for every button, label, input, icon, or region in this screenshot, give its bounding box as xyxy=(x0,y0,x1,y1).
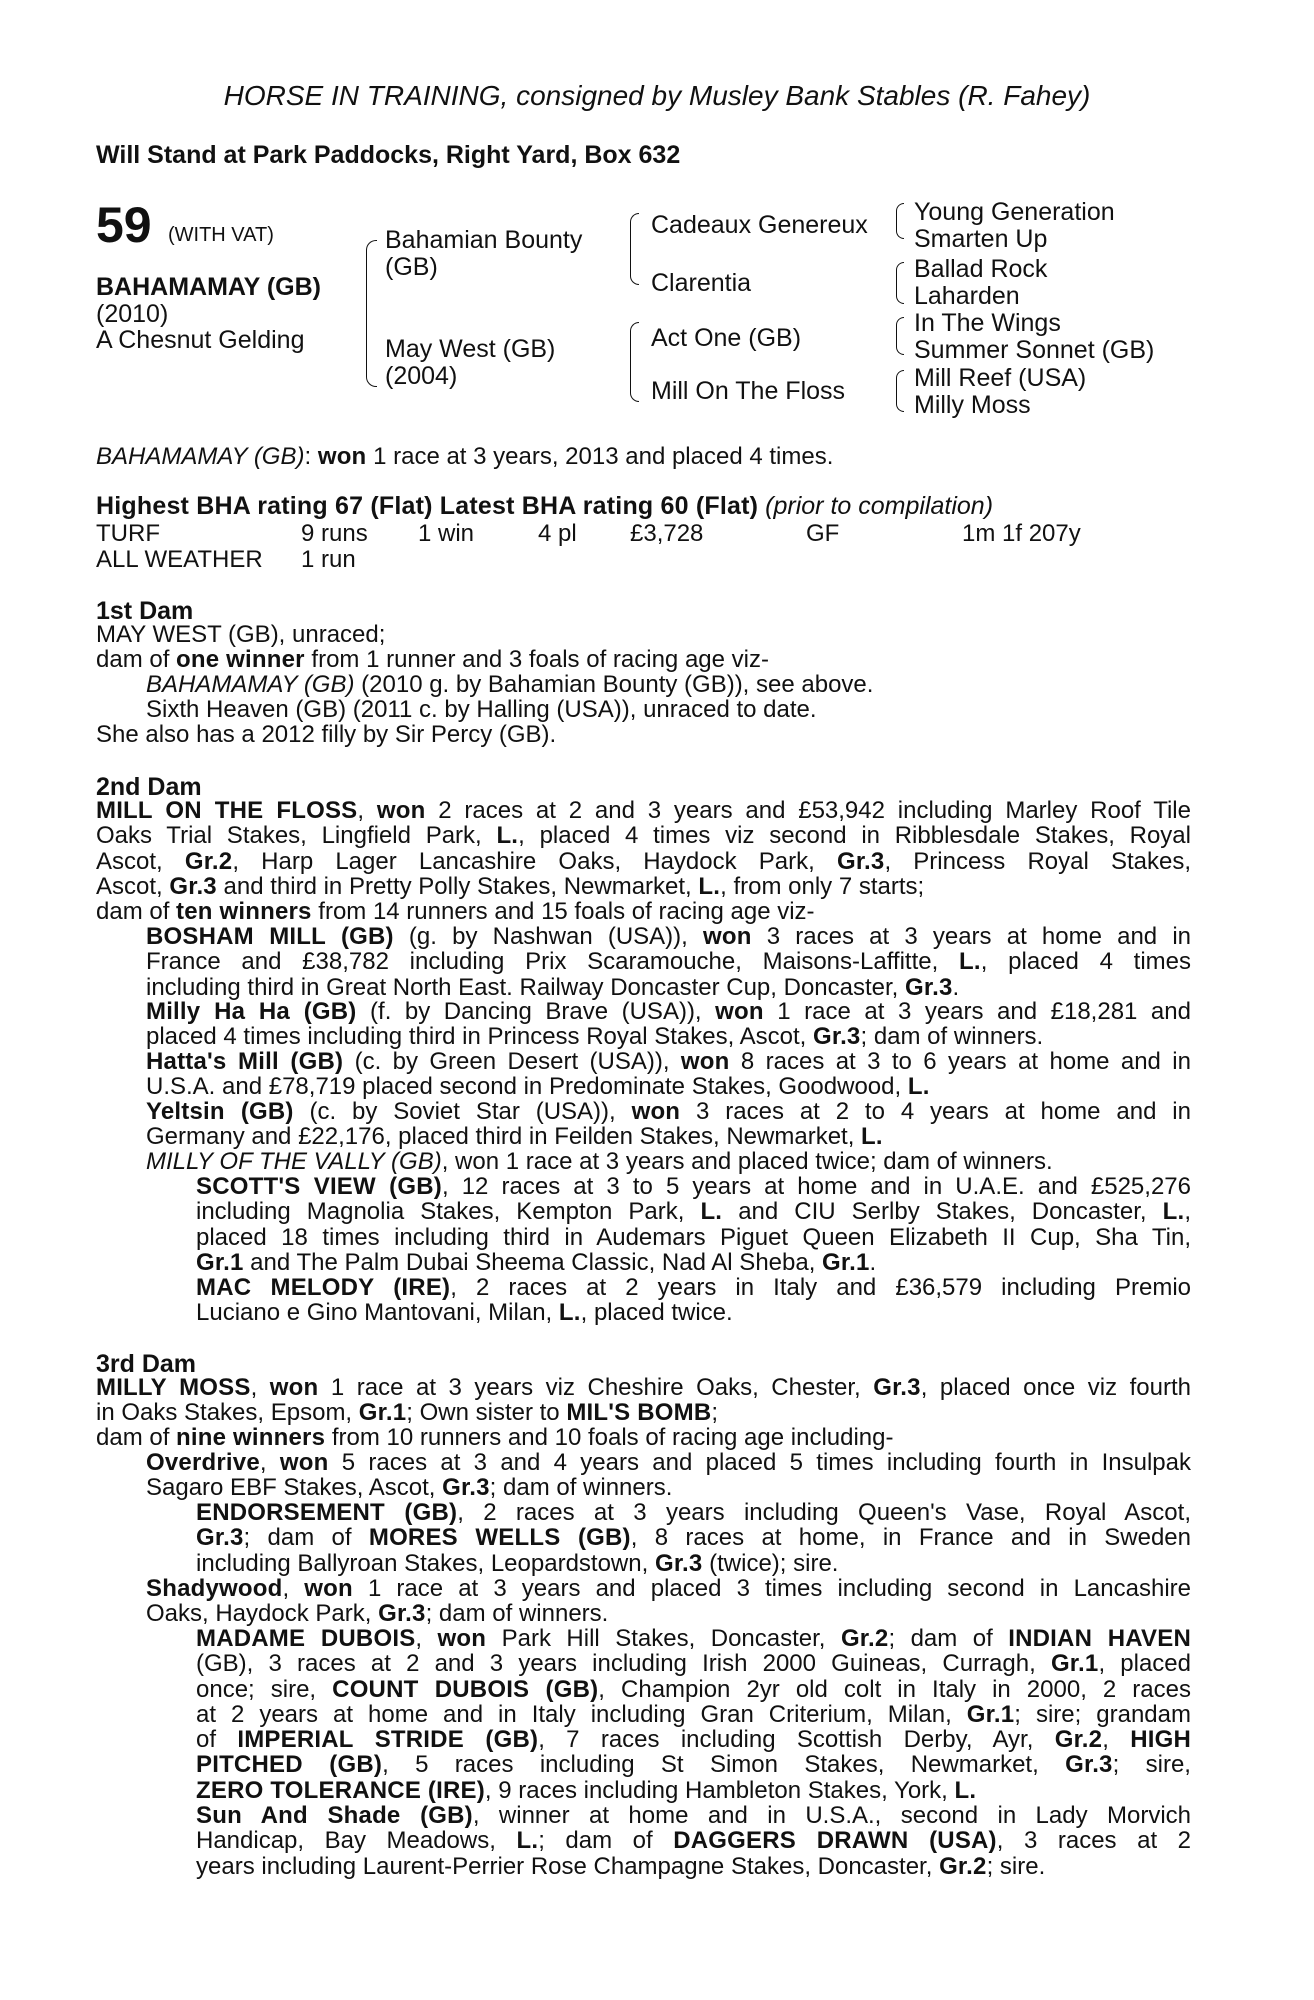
third-dam-record: MILLY MOSS, won 1 race at 3 years viz Cheshire Oaks, Chester, Gr.3, placed once viz fourth in Oaks Stakes, Epsom, Gr.1; Own sister to MIL'S BOMB; xyxy=(96,1374,1191,1427)
page-title: HORSE IN TRAINING, consigned by Musley Bank Stables (R. Fahey) xyxy=(223,80,1091,111)
produce-2012-filly: She also has a 2012 filly by Sir Percy (GB). xyxy=(96,721,557,748)
first-dam-produce: dam of one winner from 1 runner and 3 foals of racing age viz- xyxy=(96,646,769,673)
pedigree-dd: Mill On The Floss xyxy=(651,377,846,405)
progeny-madame-dubois: MADAME DUBOIS, won Park Hill Stakes, Doncaster, Gr.2; dam of INDIAN HAVEN (GB), 3 races at 2 and 3 years including Irish 2000 Guineas, Curragh, Gr.1, placed once; sire, COUNT DUBOIS (GB), Champion 2yr old colt in Italy in 2000, 2 races at 2 years at home and in Italy including Gran Criterium, Milan, Gr.1; sire; grandam of IMPERIAL STRIDE (GB), 7 races including Scottish Derby, Ayr, Gr.2, HIGH PITCHED (GB), 5 races including St Simon Stakes, Newmarket, Gr.3; sire, ZERO TOLERANCE (IRE), 9 races including Hambleton Stakes, York, L. xyxy=(196,1625,1192,1804)
progeny-mac-melody: MAC MELODY (IRE), 2 races at 2 years in Italy and £36,579 including Premio Luciano e Gino Mantovani, Milan, L., placed twice. xyxy=(196,1274,1191,1327)
first-dam-line: MAY WEST (GB), unraced; xyxy=(96,621,386,648)
pedigree-sire: Bahamian Bounty xyxy=(385,226,583,254)
first-dam-heading: 1st Dam xyxy=(96,597,194,625)
pedigree-sire-country: (GB) xyxy=(385,253,438,281)
pedigree-sds: Ballad Rock xyxy=(914,255,1048,283)
turf-prize: £3,728 xyxy=(630,520,704,547)
pedigree-dss: In The Wings xyxy=(914,309,1061,337)
progeny-scotts-view: SCOTT'S VIEW (GB), 12 races at 3 to 5 years at home and in U.A.E. and £525,276 including Magnolia Stakes, Kempton Park, L. and CIU Serlby Stakes, Doncaster, L., placed 18 times including third in Audemars Piguet Queen Elizabeth II Cup, Sha Tin, Gr.1 and The Palm Dubai Sheema Classic, Nad Al Sheba, Gr.1. xyxy=(196,1173,1191,1276)
pedigree-sdd: Laharden xyxy=(914,282,1020,310)
turf-going: GF xyxy=(806,520,840,547)
progeny-endorsement: ENDORSEMENT (GB), 2 races at 3 years including Queen's Vase, Royal Ascot, Gr.3; dam of MORES WELLS (GB), 8 races at home, in France and in Sweden including Ballyroan Stakes, Leopardstown, Gr.3 (twice); sire. xyxy=(196,1499,1191,1577)
turf-runs: 9 runs xyxy=(301,520,368,547)
pedigree-ds: Act One (GB) xyxy=(651,324,802,352)
pedigree-ssd: Smarten Up xyxy=(914,225,1048,253)
pedigree-bracket-dam xyxy=(630,322,639,402)
pedigree-ddd: Milly Moss xyxy=(914,391,1031,419)
aw-surface: ALL WEATHER xyxy=(96,546,263,573)
race-summary: BAHAMAMAY (GB): won 1 race at 3 years, 2013 and placed 4 times. xyxy=(96,443,834,470)
progeny-milly-ha-ha: Milly Ha Ha (GB) (f. by Dancing Brave (USA)), won 1 race at 3 years and £18,281 and placed 4 times including third in Princess Royal Stakes, Ascot, Gr.3; dam of winners. xyxy=(146,998,1191,1051)
pedigree-bracket-sd xyxy=(896,262,904,304)
pedigree-sd: Clarentia xyxy=(651,269,752,297)
pedigree-dam-year: (2004) xyxy=(385,362,458,390)
pedigree-sss: Young Generation xyxy=(914,198,1115,226)
third-dam-heading: 3rd Dam xyxy=(96,1350,197,1378)
foaling-year: (2010) xyxy=(96,300,169,328)
second-dam-record: MILL ON THE FLOSS, won 2 races at 2 and 3 years and £53,942 including Marley Roof Tile Oaks Trial Stakes, Lingfield Park, L., placed 4 times viz second in Ribblesdale Stakes, Royal Ascot, Gr.2, Harp Lager Lancashire Oaks, Haydock Park, Gr.3, Princess Royal Stakes, Ascot, Gr.3 and third in Pretty Polly Stakes, Newmarket, L., from only 7 starts; xyxy=(96,797,1191,900)
pedigree-dam: May West (GB) xyxy=(385,335,556,363)
turf-placed: 4 pl xyxy=(538,520,577,547)
progeny-yeltsin: Yeltsin (GB) (c. by Soviet Star (USA)), won 3 races at 2 to 4 years at home and in Germany and £22,176, placed third in Feilden Stakes, Newmarket, L. xyxy=(146,1098,1191,1151)
progeny-overdrive: Overdrive, won 5 races at 3 and 4 years and placed 5 times including fourth in Insulpak Sagaro EBF Stakes, Ascot, Gr.3; dam of winners. xyxy=(146,1449,1191,1502)
turf-distance: 1m 1f 207y xyxy=(962,520,1081,547)
progeny-shadywood: Shadywood, won 1 race at 3 years and placed 3 times including second in Lancashire Oaks, Haydock Park, Gr.3; dam of winners. xyxy=(146,1575,1191,1628)
pedigree-bracket-sire xyxy=(630,213,639,285)
produce-bahamamay: BAHAMAMAY (GB) (2010 g. by Bahamian Bounty (GB)), see above. xyxy=(146,671,874,698)
pedigree-bracket-dd xyxy=(896,370,904,412)
pedigree-bracket-gen1 xyxy=(366,240,377,387)
aw-runs: 1 run xyxy=(301,546,356,573)
pedigree-dds: Mill Reef (USA) xyxy=(914,364,1087,392)
turf-wins: 1 win xyxy=(418,520,475,547)
bha-ratings: Highest BHA rating 67 (Flat) Latest BHA rating 60 (Flat) (prior to compilation) xyxy=(96,492,994,520)
turf-surface: TURF xyxy=(96,520,160,547)
pedigree-dsd: Summer Sonnet (GB) xyxy=(914,336,1155,364)
vat-note: (WITH VAT) xyxy=(168,224,274,246)
pedigree-bracket-ss xyxy=(896,203,904,239)
lot-number: 59 xyxy=(96,197,152,253)
pedigree-bracket-ds xyxy=(896,317,904,355)
progeny-sun-and-shade: Sun And Shade (GB), winner at home and in U.S.A., second in Lady Morvich Handicap, Bay Meadows, L.; dam of DAGGERS DRAWN (USA), 3 races at 2 years including Laurent-Perrier Rose Champagne Stakes, Doncaster, Gr.2; sire. xyxy=(196,1802,1192,1880)
second-dam-produce: dam of ten winners from 14 runners and 15 foals of racing age viz- xyxy=(96,898,815,925)
progeny-hattas-mill: Hatta's Mill (GB) (c. by Green Desert (USA)), won 8 races at 3 to 6 years at home and in U.S.A. and £78,719 placed second in Predominate Stakes, Goodwood, L. xyxy=(146,1048,1191,1101)
pedigree-ss: Cadeaux Genereux xyxy=(651,211,868,239)
progeny-bosham-mill: BOSHAM MILL (GB) (g. by Nashwan (USA)), won 3 races at 3 years at home and in France and £38,782 including Prix Scaramouche, Maisons-Laffitte, L., placed 4 times including third in Great North East. Railway Doncaster Cup, Doncaster, Gr.3. xyxy=(146,923,1192,1001)
produce-sixth-heaven: Sixth Heaven (GB) (2011 c. by Halling (USA)), unraced to date. xyxy=(146,696,817,723)
horse-description: A Chesnut Gelding xyxy=(96,326,305,354)
third-dam-produce: dam of nine winners from 10 runners and 10 foals of racing age including- xyxy=(96,1424,894,1451)
progeny-milly-of-the-vally: MILLY OF THE VALLY (GB), won 1 race at 3 years and placed twice; dam of winners. xyxy=(146,1148,1053,1175)
stand-location: Will Stand at Park Paddocks, Right Yard, Box 632 xyxy=(96,141,681,169)
second-dam-heading: 2nd Dam xyxy=(96,773,202,801)
horse-name: BAHAMAMAY (GB) xyxy=(96,273,321,301)
